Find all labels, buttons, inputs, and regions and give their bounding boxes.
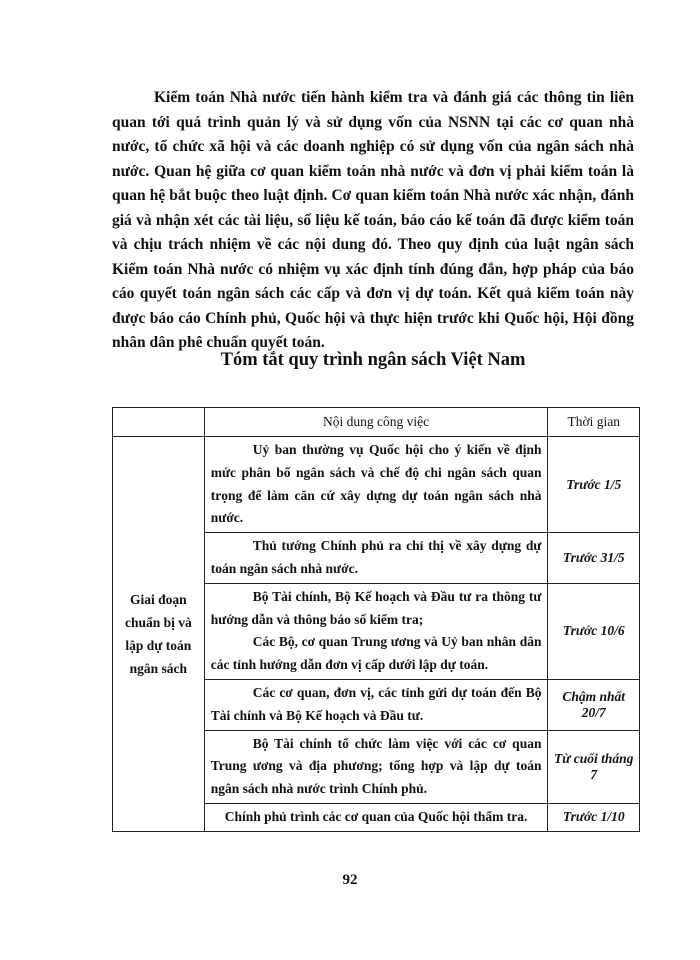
budget-process-table (112, 407, 640, 832)
content-text: Các Bộ, cơ quan Trung ương và Uỷ ban nhân dân các tỉnh hướng dẫn đơn vị cấp dưới lập dự toán. (210, 634, 542, 673)
table-header-row (113, 408, 640, 437)
content-cell (204, 730, 548, 803)
content-text: Các cơ quan, đơn vị, các tỉnh gửi dự toán đến Bộ Tài chính và Bộ Kế hoạch và Đầu tư. (210, 684, 542, 723)
header-phase (113, 408, 205, 437)
content-text: Uỷ ban thường vụ Quốc hội cho ý kiến về định mức phân bổ ngân sách và chế độ chi ngân sách quan trọng để làm căn cứ xây dựng dự toán ngân sách nhà nước. (210, 442, 542, 526)
time-cell: Trước 1/5 (548, 437, 640, 533)
intro-paragraph (112, 86, 634, 356)
header-content: Nội dung công việc (204, 408, 548, 437)
content-text: Thủ tướng Chính phủ ra chỉ thị về xây dựng dự toán ngân sách nhà nước. (210, 538, 542, 576)
content-cell (204, 533, 548, 584)
header-time: Thời gian (548, 408, 640, 437)
table-row (113, 437, 640, 533)
content-cell (204, 679, 548, 730)
content-cell (204, 437, 548, 533)
section-title: Tóm tắt quy trình ngân sách Việt Nam (220, 350, 526, 370)
content-cell (204, 803, 548, 831)
time-cell: Trước 10/6 (548, 583, 640, 679)
intro-paragraph-text: Kiểm toán Nhà nước tiến hành kiểm tra và đánh giá các thông tin liên quan tới quá trình quản lý và sử dụng vốn của NSNN tại các cơ quan nhà nước, tổ chức xã hội và các doanh nghiệp có sử dụng vốn của ngân sách nhà nước. Quan hệ giữa cơ quan kiểm toán nhà nước và đơn vị phải kiểm toán là quan hệ bắt buộc theo luật định. Cơ quan kiểm toán Nhà nước xác nhận, đánh giá và nhận xét các tài liệu, số liệu kế toán, báo cáo kế toán đã được kiểm toán và chịu trách nhiệm về các nội dung đó. Theo quy định của luật ngân sách Kiểm toán Nhà nước có nhiệm vụ xác định tính đúng đắn, hợp pháp của báo cáo quyết toán ngân sách các cấp và đơn vị dự toán. Kết quả kiểm toán này được báo cáo Chính phủ, Quốc hội và thực hiện trước khi Quốc hội, Hội đồng nhân dân phê chuẩn quyết toán. (112, 89, 634, 351)
time-cell: Từ cuối tháng 7 (548, 730, 640, 803)
time-cell: Trước 31/5 (548, 533, 640, 584)
content-text: Chính phủ trình các cơ quan của Quốc hội thẩm tra. (224, 808, 528, 824)
time-cell: Chậm nhất 20/7 (548, 679, 640, 730)
content-cell (204, 583, 548, 679)
content-text: Bộ Tài chính, Bộ Kế hoạch và Đầu tư ra thông tư hướng dẫn và thông báo số kiểm tra; (210, 588, 542, 627)
phase-cell: Giai đoạn chuẩn bị và lập dự toán ngân sách (113, 437, 205, 832)
content-text: Bộ Tài chính tổ chức làm việc với các cơ quan Trung ương và địa phương; tổng hợp và lập dự toán ngân sách nhà nước trình Chính phủ. (210, 735, 542, 797)
time-cell: Trước 1/10 (548, 803, 640, 831)
page-number: 92 (342, 872, 358, 888)
